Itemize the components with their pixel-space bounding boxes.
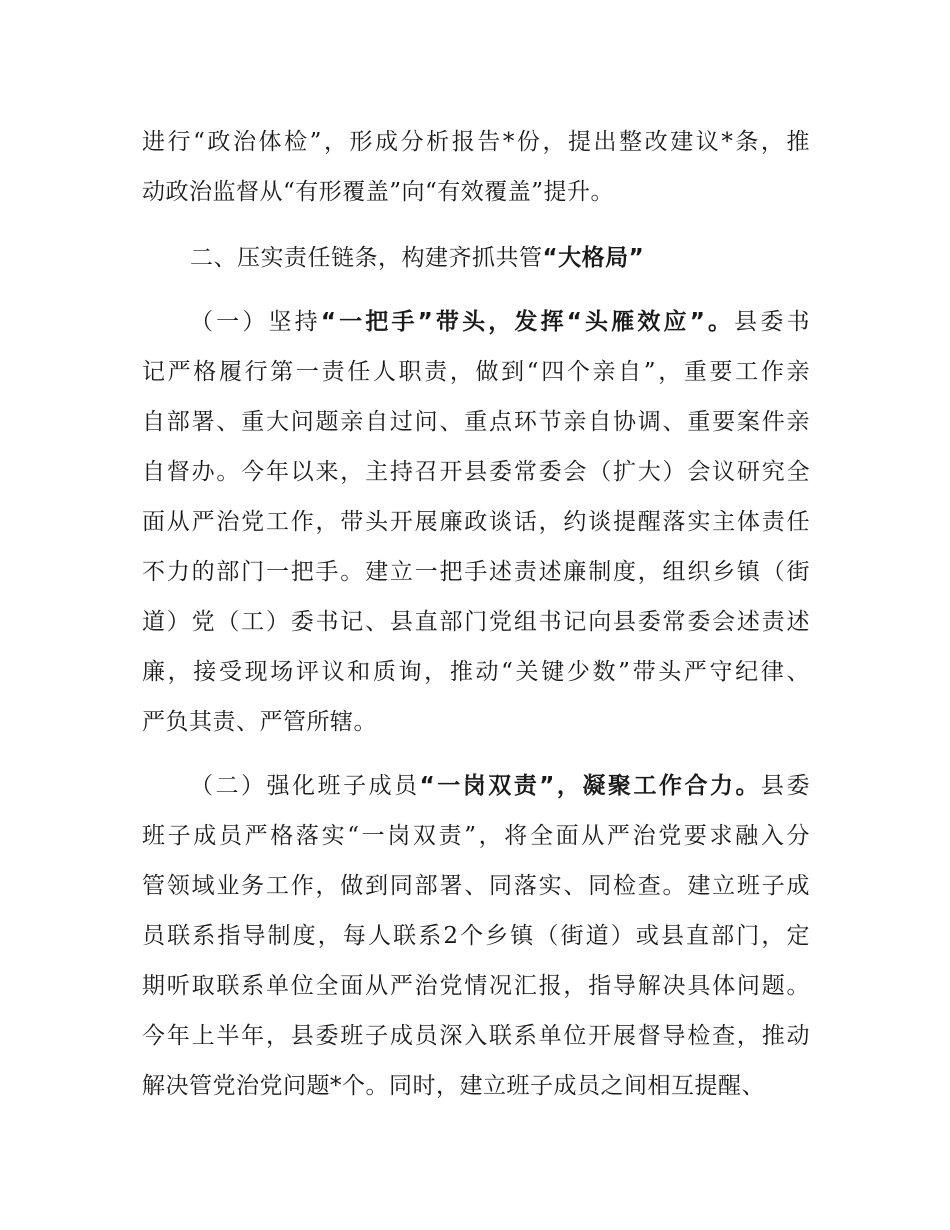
p1-line-1: 进行“政治体检”，形成分析报告*份，提出整改建议*条，推 <box>142 129 810 155</box>
s1-line-8: 廉，接受现场评议和质询，推动“关键少数”带头严守纪律、 <box>142 659 810 685</box>
s1-line-3: 自部署、重大问题亲自过问、重点环节亲自协调、重要案件亲 <box>142 409 810 435</box>
s1-prefix: （一）坚持 <box>190 309 321 335</box>
s1-line-7: 道）党（工）委书记、县直部门党组书记向县委常委会述责述 <box>142 609 810 635</box>
s2-line-4: 员联系指导制度，每人联系2个乡镇（街道）或县直部门，定 <box>142 923 810 949</box>
s2-prefix: （二）强化班子成员 <box>190 773 420 799</box>
s1-bold-title: “一把手”带头，发挥“头雁效应”。 <box>320 309 735 335</box>
s1-line-6: 不力的部门一把手。建立一把手述责述廉制度，组织乡镇（街 <box>142 559 810 585</box>
s1-suffix: 县委书 <box>734 309 811 335</box>
s2-line-6: 今年上半年，县委班子成员深入联系单位开展督导检查，推动 <box>142 1023 810 1049</box>
s2-line-1 <box>190 766 810 806</box>
heading-bold-text: “大格局” <box>542 245 645 271</box>
p1-line-2: 动政治监督从“有形覆盖”向“有效覆盖”提升。 <box>142 179 615 205</box>
s1-line-4: 自督办。今年以来，主持召开县委常委会（扩大）会议研究全 <box>142 459 810 485</box>
s2-line-7: 解决管党治党问题*个。同时，建立班子成员之间相互提醒、 <box>142 1073 765 1099</box>
s1-line-2: 记严格履行第一责任人职责，做到“四个亲自”，重要工作亲 <box>142 359 810 385</box>
s1-line-9: 严负其责、严管所辖。 <box>142 709 377 735</box>
s2-line-5: 期听取联系单位全面从严治党情况汇报，指导解决具体问题。 <box>142 973 810 999</box>
section-heading-2 <box>190 238 810 278</box>
s2-line-3: 管领域业务工作，做到同部署、同落实、同检查。建立班子成 <box>142 873 810 899</box>
s2-bold-title: “一岗双责”，凝聚工作合力。 <box>419 773 761 799</box>
heading-text: 二、压实责任链条，构建齐抓共管 <box>190 245 543 271</box>
s2-suffix: 县委 <box>761 773 811 799</box>
s1-line-5: 面从严治党工作，带头开展廉政谈话，约谈提醒落实主体责任 <box>142 509 810 535</box>
s2-line-2: 班子成员严格落实“一岗双责”，将全面从严治党要求融入分 <box>142 823 810 849</box>
s1-line-1 <box>190 302 810 342</box>
